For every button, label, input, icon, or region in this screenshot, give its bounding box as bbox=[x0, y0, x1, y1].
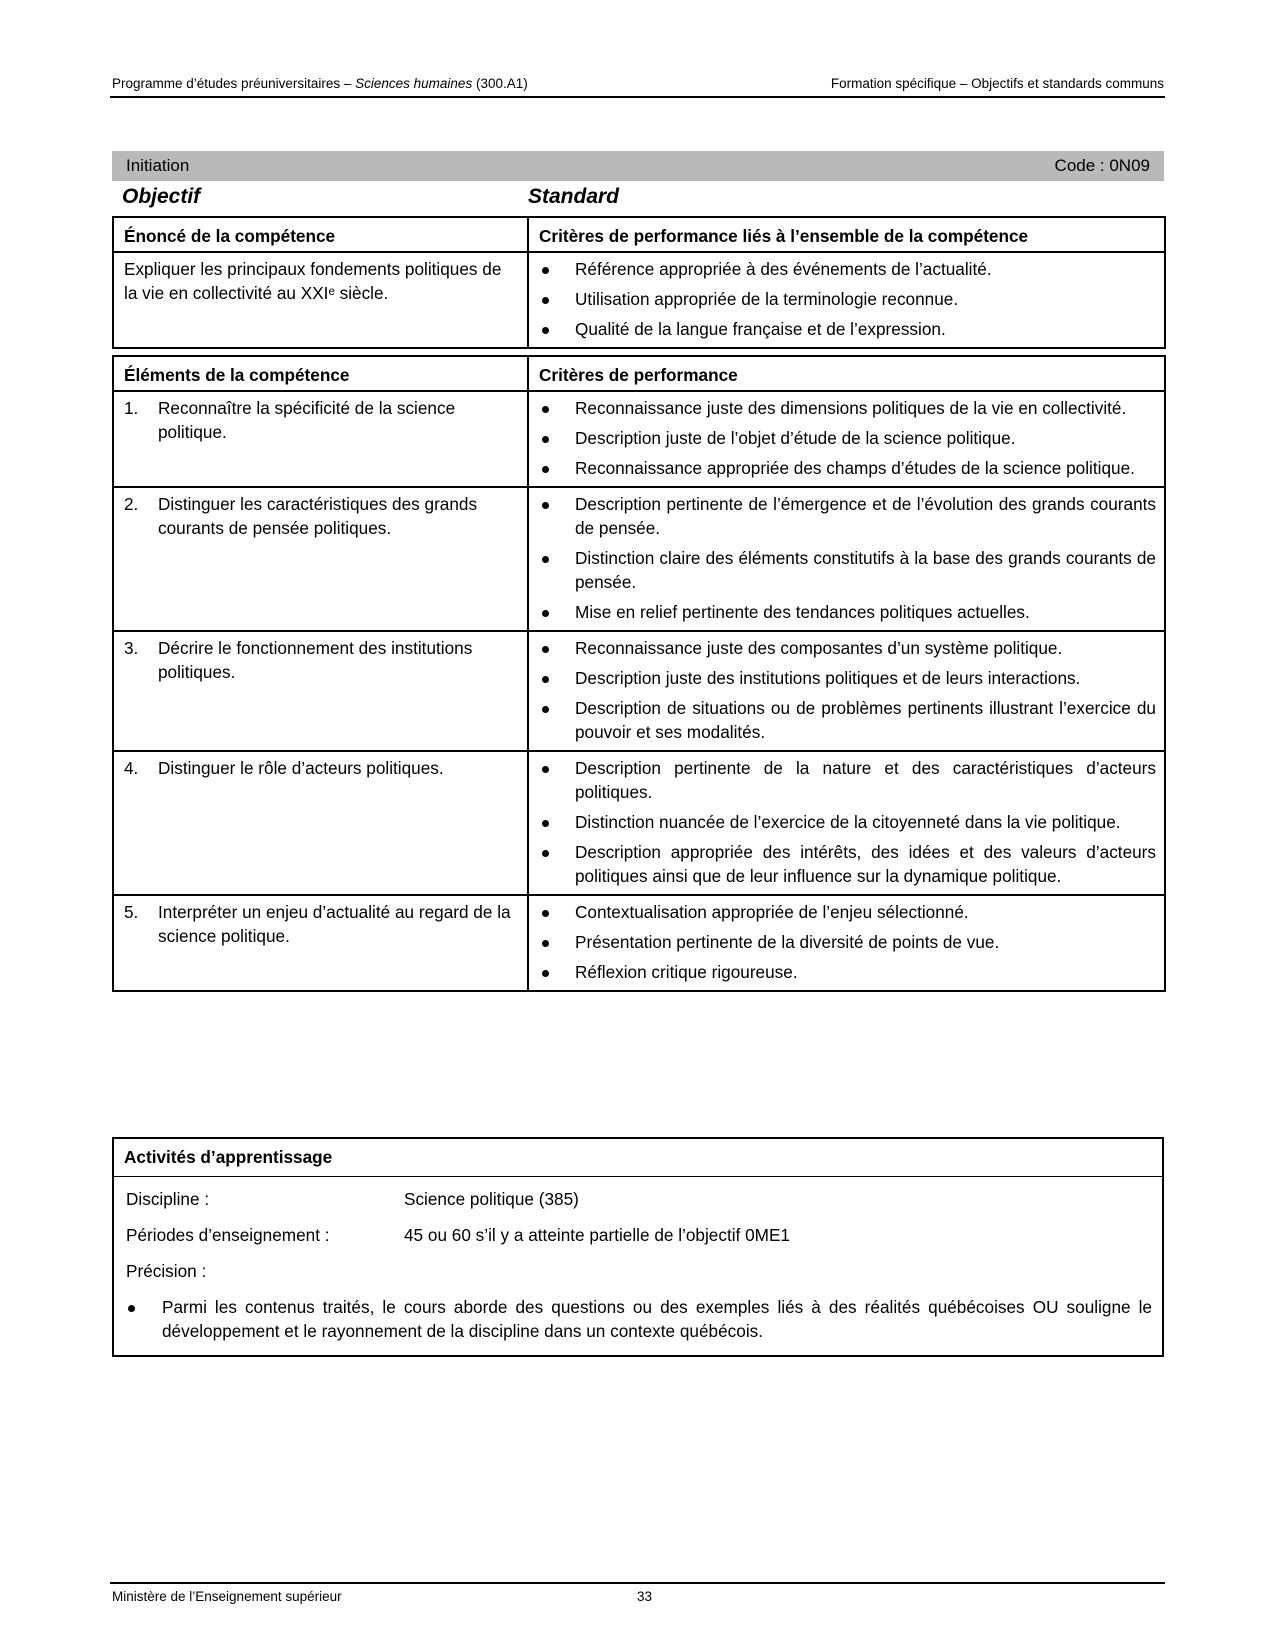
discipline-row bbox=[126, 1187, 1152, 1211]
page-number: 33 bbox=[636, 1589, 652, 1604]
precision-list bbox=[126, 1295, 1152, 1343]
criterion-text: Utilisation appropriée de la terminologie reconnue. bbox=[575, 289, 959, 309]
periods-row bbox=[126, 1223, 1152, 1247]
criterion-text: Description pertinente de l’émergence et de l’évolution des grands courants de pensée. bbox=[575, 494, 1156, 538]
competence-statement: Expliquer les principaux fondements politiques de la vie en collectivité au XXIᵉ siècle. bbox=[113, 252, 528, 348]
element-number: 1. bbox=[124, 398, 139, 418]
bullet-icon bbox=[542, 766, 549, 773]
element-criteria-cell bbox=[528, 631, 1165, 751]
bullet-icon bbox=[542, 676, 549, 683]
bullet-icon bbox=[542, 406, 549, 413]
criterion-text: Description pertinente de la nature et des caractéristiques d’acteurs politiques. bbox=[575, 758, 1156, 802]
element-statement bbox=[124, 396, 519, 444]
bullet-icon bbox=[542, 646, 549, 653]
bullet-icon bbox=[542, 327, 549, 334]
criterion-item bbox=[539, 456, 1156, 480]
header-program-italic: Sciences humaines bbox=[355, 76, 473, 91]
element-criteria-cell bbox=[528, 751, 1165, 895]
element-row bbox=[113, 487, 1165, 631]
element-cell bbox=[113, 751, 528, 895]
criteria-list bbox=[539, 756, 1156, 888]
running-header bbox=[112, 76, 1164, 91]
criterion-item bbox=[539, 546, 1156, 594]
periods-value: 45 ou 60 s’il y a atteinte partielle de l’objectif 0ME1 bbox=[404, 1225, 790, 1245]
element-text: Décrire le fonctionnement des institutions politiques. bbox=[158, 638, 473, 682]
periods-label: Périodes d’enseignement : bbox=[126, 1225, 330, 1245]
precision-row bbox=[126, 1259, 1152, 1283]
criterion-text: Réflexion critique rigoureuse. bbox=[575, 962, 798, 982]
element-number: 4. bbox=[124, 758, 139, 778]
criterion-text: Reconnaissance juste des composantes d’un système politique. bbox=[575, 638, 1063, 658]
bullet-icon bbox=[542, 820, 549, 827]
criterion-text: Contextualisation appropriée de l’enjeu sélectionné. bbox=[575, 902, 969, 922]
objective-standard-labels bbox=[112, 185, 1164, 213]
criterion-text: Qualité de la langue française et de l’expression. bbox=[575, 319, 946, 339]
bullet-icon bbox=[542, 502, 549, 509]
objectif-label: Objectif bbox=[122, 185, 201, 208]
criterion-text: Reconnaissance appropriée des champs d’études de la science politique. bbox=[575, 458, 1135, 478]
criterion-text: Description juste de l’objet d’étude de la science politique. bbox=[575, 428, 1016, 448]
criterion-item bbox=[539, 396, 1156, 420]
element-row bbox=[113, 631, 1165, 751]
header-program: Programme d’études préuniversitaires – Sciences humaines (300.A1) bbox=[112, 76, 528, 91]
running-footer bbox=[112, 1589, 652, 1604]
criterion-text: Distinction nuancée de l’exercice de la citoyenneté dans la vie politique. bbox=[575, 812, 1121, 832]
precision-text: Parmi les contenus traités, le cours aborde des questions ou des exemples liés à des réalités québécoises OU souligne le développement et le rayonnement de la discipline dans un contexte québécois. bbox=[162, 1297, 1152, 1341]
criterion-item bbox=[539, 257, 1156, 281]
criterion-item bbox=[539, 930, 1156, 954]
element-criteria-cell bbox=[528, 487, 1165, 631]
element-statement bbox=[124, 636, 519, 684]
footer-ministry: Ministère de l’Enseignement supérieur bbox=[112, 1589, 342, 1604]
criterion-text: Présentation pertinente de la diversité de points de vue. bbox=[575, 932, 1000, 952]
element-text: Distinguer le rôle d’acteurs politiques. bbox=[158, 758, 444, 778]
criterion-item bbox=[539, 636, 1156, 660]
criterion-item bbox=[539, 900, 1156, 924]
bullet-icon bbox=[542, 610, 549, 617]
element-cell bbox=[113, 391, 528, 487]
element-statement bbox=[124, 756, 519, 780]
bullet-icon bbox=[542, 940, 549, 947]
bullet-icon bbox=[542, 297, 549, 304]
global-criteria-cell bbox=[528, 252, 1165, 348]
criterion-item bbox=[539, 317, 1156, 341]
element-criteria-cell bbox=[528, 895, 1165, 991]
elements-header: Éléments de la compétence bbox=[113, 356, 528, 391]
criterion-item bbox=[539, 960, 1156, 984]
bullet-icon bbox=[128, 1305, 135, 1312]
element-statement bbox=[124, 492, 519, 540]
elements-table bbox=[112, 355, 1166, 992]
learning-activities bbox=[112, 1137, 1164, 1357]
element-text: Distinguer les caractéristiques des grands courants de pensée politiques. bbox=[158, 494, 478, 538]
criterion-text: Description appropriée des intérêts, des idées et des valeurs d’acteurs politiques ainsi que de leur influence sur la dynamique politique. bbox=[575, 842, 1156, 886]
criterion-item bbox=[539, 810, 1156, 834]
course-code: Code : 0N09 bbox=[1054, 156, 1150, 175]
bullet-icon bbox=[542, 706, 549, 713]
element-statement bbox=[124, 900, 519, 948]
bullet-icon bbox=[542, 267, 549, 274]
criteria-header: Critères de performance bbox=[528, 356, 1165, 391]
criteria-list bbox=[539, 900, 1156, 984]
criterion-item bbox=[539, 696, 1156, 744]
activities-body bbox=[114, 1177, 1162, 1355]
standard-label: Standard bbox=[528, 185, 620, 208]
bullet-icon bbox=[542, 556, 549, 563]
precision-label: Précision : bbox=[126, 1261, 207, 1281]
bullet-icon bbox=[542, 910, 549, 917]
criterion-text: Référence appropriée à des événements de l’actualité. bbox=[575, 259, 992, 279]
element-row bbox=[113, 391, 1165, 487]
criterion-item bbox=[539, 840, 1156, 888]
criteria-list bbox=[539, 396, 1156, 480]
bullet-icon bbox=[542, 466, 549, 473]
global-criteria-header: Critères de performance liés à l’ensemble de la compétence bbox=[528, 217, 1165, 252]
criterion-item bbox=[539, 426, 1156, 450]
element-row bbox=[113, 895, 1165, 991]
element-criteria-cell bbox=[528, 391, 1165, 487]
footer-rule bbox=[110, 1582, 1165, 1584]
competence-header: Énoncé de la compétence bbox=[113, 217, 528, 252]
header-rule bbox=[110, 96, 1165, 98]
discipline-value: Science politique (385) bbox=[404, 1189, 579, 1209]
precision-item bbox=[126, 1295, 1152, 1343]
element-cell bbox=[113, 487, 528, 631]
activities-title: Activités d’apprentissage bbox=[114, 1139, 1162, 1177]
criterion-text: Reconnaissance juste des dimensions politiques de la vie en collectivité. bbox=[575, 398, 1127, 418]
global-criteria-list bbox=[539, 257, 1156, 341]
element-number: 2. bbox=[124, 494, 139, 514]
element-cell bbox=[113, 895, 528, 991]
criterion-text: Mise en relief pertinente des tendances politiques actuelles. bbox=[575, 602, 1030, 622]
page-title: Initiation bbox=[126, 156, 190, 175]
criteria-list bbox=[539, 492, 1156, 624]
criterion-text: Description juste des institutions politiques et de leurs interactions. bbox=[575, 668, 1081, 688]
element-number: 5. bbox=[124, 902, 139, 922]
element-number: 3. bbox=[124, 638, 139, 658]
criterion-item bbox=[539, 492, 1156, 540]
competence-table bbox=[112, 216, 1166, 349]
criterion-text: Distinction claire des éléments constitutifs à la base des grands courants de pensée. bbox=[575, 548, 1156, 592]
discipline-label: Discipline : bbox=[126, 1189, 210, 1209]
bullet-icon bbox=[542, 970, 549, 977]
element-cell bbox=[113, 631, 528, 751]
element-row bbox=[113, 751, 1165, 895]
criterion-item bbox=[539, 600, 1156, 624]
element-text: Interpréter un enjeu d’actualité au regard de la science politique. bbox=[158, 902, 511, 946]
criterion-item bbox=[539, 287, 1156, 311]
criterion-item bbox=[539, 756, 1156, 804]
title-bar bbox=[112, 151, 1164, 181]
bullet-icon bbox=[542, 850, 549, 857]
header-section: Formation spécifique – Objectifs et standards communs bbox=[830, 76, 1164, 91]
criteria-list bbox=[539, 636, 1156, 744]
criterion-text: Description de situations ou de problèmes pertinents illustrant l’exercice du pouvoir et ses modalités. bbox=[575, 698, 1156, 742]
element-text: Reconnaître la spécificité de la science politique. bbox=[158, 398, 456, 442]
elements-body bbox=[113, 391, 1165, 991]
criterion-item bbox=[539, 666, 1156, 690]
bullet-icon bbox=[542, 436, 549, 443]
